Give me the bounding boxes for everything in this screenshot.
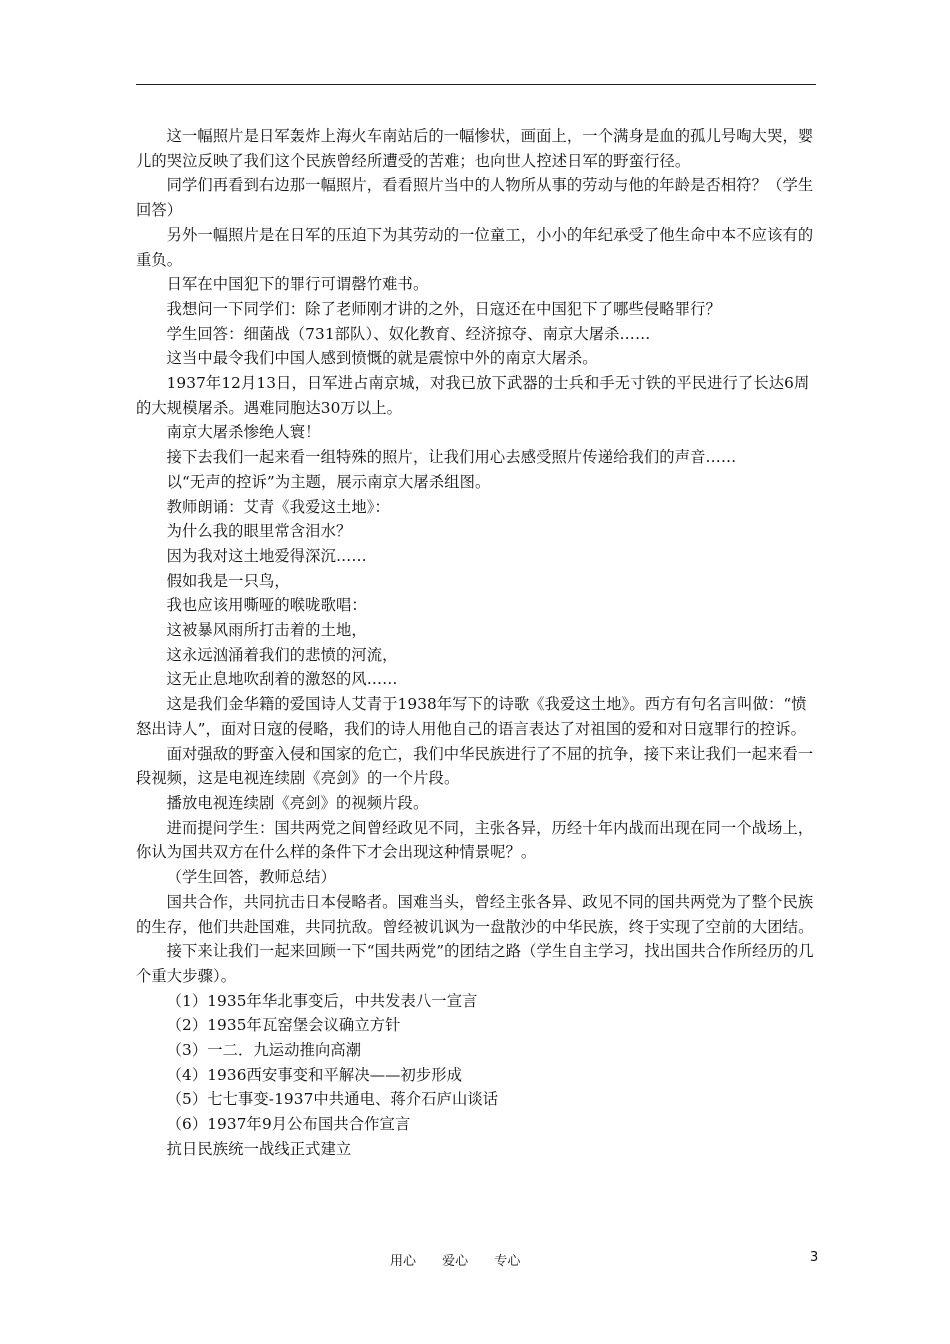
page-number: 3	[810, 1250, 819, 1265]
paragraph: 进而提问学生：国共两党之间曾经政见不同，主张各异，历经十年内战而出现在同一个战场上，你认为国共双方在什么样的条件下才会出现这种情景呢？。	[136, 818, 814, 862]
footer-word: 爱心	[442, 1254, 469, 1269]
document-body	[136, 124, 816, 1162]
paragraph: 同学们再看到右边那一幅照片，看看照片当中的人物所从事的劳动与他的年龄是否相符？（学生回答）	[136, 176, 814, 220]
poem-line: 这被暴风雨所打击着的土地，	[166, 621, 367, 640]
paragraph: 以“无声的控诉”为主题，展示南京大屠杀组图。	[166, 472, 491, 491]
paragraph: 播放电视连续剧《亮剑》的视频片段。	[166, 793, 429, 812]
list-item: （3）一二．九运动推向高潮	[166, 1041, 362, 1060]
footer-word: 专心	[494, 1254, 521, 1269]
paragraph: 面对强敌的野蛮入侵和国家的危亡，我们中华民族进行了不屈的抗争，接下来让我们一起来看一段视频，这是电视连续剧《亮剑》的一个片段。	[136, 744, 814, 788]
list-item: （5）七七事变-1937中共通电、蒋介石庐山谈话	[166, 1090, 499, 1109]
poem-line: 我也应该用嘶哑的喉咙歌唱：	[166, 596, 367, 615]
header-rule	[136, 84, 816, 85]
paragraph: 1937年12月13日，日军进占南京城，对我已放下武器的士兵和手无寸铁的平民进行了长达6周的大规模屠杀。遇难同胞达30万以上。	[136, 374, 810, 417]
paragraph: 国共合作，共同抗击日本侵略者。国难当头，曾经主张各异、政见不同的国共两党为了整个民族的生存，他们共赴国难，共同抗敌。曾经被讥讽为一盘散沙的中华民族，终于实现了空前的大团结。	[136, 892, 814, 936]
paragraph: 另外一幅照片是在日军的压迫下为其劳动的一位童工，小小的年纪承受了他生命中本不应该有的重负。	[136, 225, 814, 269]
paragraph: 这一幅照片是日军轰炸上海火车南站后的一幅惨状，画面上，一个满身是血的孤儿号啕大哭，婴儿的哭泣反映了我们这个民族曾经所遭受的苦难；也向世人控述日军的野蛮行径。	[136, 127, 814, 170]
footer-word: 用心	[390, 1254, 417, 1269]
list-item: （2）1935年瓦窑堡会议确立方针	[166, 1016, 401, 1035]
poem-line: 这永远汹涌着我们的悲愤的河流，	[166, 645, 398, 664]
paragraph: 接下来让我们一起来回顾一下“国共两党”的团结之路（学生自主学习，找出国共合作所经历的几个重大步骤）。	[136, 942, 814, 985]
poem-line: 这无止息地吹刮着的激怒的风……	[166, 670, 398, 689]
list-item: （6）1937年9月公布国共合作宣言	[166, 1115, 411, 1134]
paragraph: 抗日民族统一战线正式建立	[166, 1139, 352, 1158]
paragraph: 日军在中国犯下的罪行可谓罄竹难书。	[166, 275, 429, 294]
paragraph: 教师朗诵：艾青《我爱这土地》：	[166, 497, 390, 516]
paragraph: 这是我们金华籍的爱国诗人艾青于1938年写下的诗歌《我爱这土地》。西方有句名言叫做：“愤怒出诗人”，面对日寇的侵略，我们的诗人用他自己的语言表达了对祖国的爱和对日寇罪行的控诉。	[136, 695, 807, 738]
poem-line: 因为我对这土地爱得深沉……	[166, 546, 367, 565]
footer-motto	[390, 1250, 542, 1269]
paragraph: 接下去我们一起来看一组特殊的照片，让我们用心去感受照片传递给我们的声音……	[166, 448, 737, 467]
paragraph: 南京大屠杀惨绝人寰！	[166, 423, 321, 442]
poem-line: 假如我是一只鸟，	[166, 571, 290, 590]
paragraph: （学生回答，教师总结）	[166, 868, 336, 887]
page-footer	[0, 1250, 950, 1270]
list-item: （4）1936西安事变和平解决——初步形成	[166, 1065, 463, 1084]
paragraph: 这当中最令我们中国人感到愤慨的就是震惊中外的南京大屠杀。	[166, 349, 598, 368]
poem-line: 为什么我的眼里常含泪水？	[166, 522, 352, 541]
paragraph: 我想问一下同学们：除了老师刚才讲的之外，日寇还在中国犯下了哪些侵略罪行？	[166, 299, 721, 318]
list-item: （1）1935年华北事变后，中共发表八一宣言	[166, 991, 478, 1010]
paragraph: 学生回答：细菌战（731部队）、奴化教育、经济掠夺、南京大屠杀……	[166, 324, 651, 343]
